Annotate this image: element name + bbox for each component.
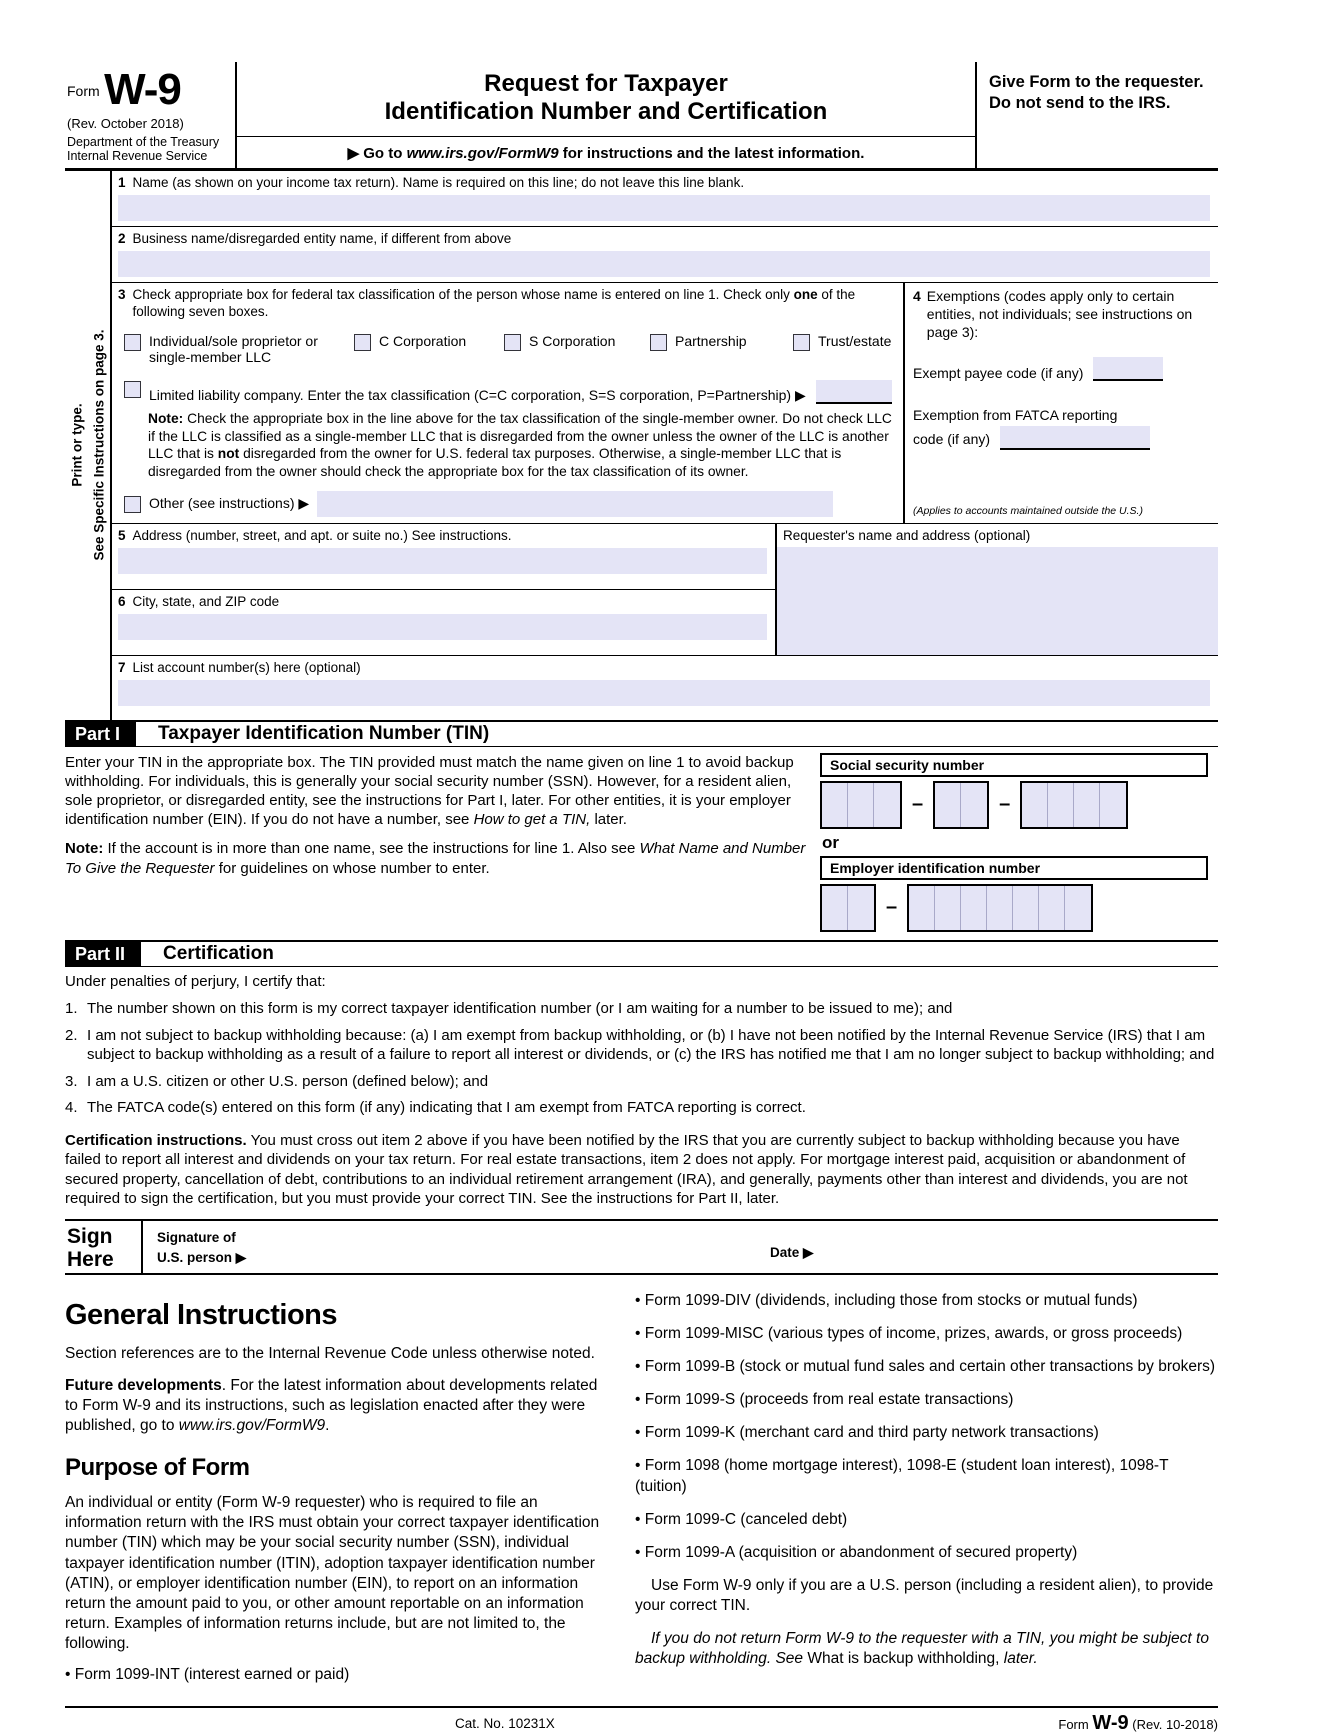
row-2-label: Business name/disregarded entity name, if different from above — [132, 230, 512, 246]
row-2-number: 2 — [118, 230, 126, 246]
form-number-line — [67, 65, 229, 114]
form-title: Request for Taxpayer Identification Number and Certification — [237, 62, 975, 137]
row-4-label: Exemptions (codes apply only to certain entities, not individuals; see instructions on page 3): — [926, 287, 1193, 341]
ein-group-2 — [907, 884, 1093, 932]
llc-note: Note: Check the appropriate box in the line above for the tax classification of the single-member owner. Do not check LLC if the LLC is classified as a single-member LLC that is disregarded from the owner unless the owner of the LLC is another LLC that is not disregarded from the owner for U.S. federal tax purposes. Otherwise, a single-member LLC that is disregarded from the owner should check the appropriate box for the tax classification of its owner. — [148, 411, 892, 480]
c-corporation-label: C Corporation — [379, 332, 467, 349]
form-rows — [112, 171, 1218, 720]
bullet-icon: • — [635, 1543, 641, 1561]
llc-checkbox[interactable] — [124, 381, 141, 398]
business-name-input[interactable] — [118, 251, 1210, 277]
trust-estate-checkbox[interactable] — [793, 334, 810, 351]
checkbox-item-c-corp — [354, 333, 504, 367]
ssn-digit-cell[interactable] — [848, 783, 874, 827]
ssn-label-box: Social security number — [820, 753, 1208, 777]
signature-section — [65, 1219, 1218, 1275]
ssn-digit-cell[interactable] — [1074, 783, 1100, 827]
side-strip-text: Print or type. See Specific Instructions on page 3. — [68, 329, 106, 561]
side-strip — [65, 171, 112, 720]
part1-title: Taxpayer Identification Number (TIN) — [158, 722, 490, 744]
ein-digit-cell[interactable] — [1013, 886, 1039, 930]
row-5-number: 5 — [118, 527, 126, 543]
ein-digit-cell[interactable] — [909, 886, 935, 930]
bullet-item: • Form 1099-B (stock or mutual fund sales and certain other transactions by brokers) — [635, 1358, 1216, 1375]
part1-body — [65, 747, 1218, 940]
footer-form-id: Form W-9 (Rev. 10-2018) — [1058, 1712, 1218, 1735]
bullet-item: • Form 1099-K (merchant card and third party network transactions) — [635, 1424, 1099, 1442]
address-input[interactable] — [118, 548, 767, 574]
certification-intro: Under penalties of perjury, I certify that: — [65, 972, 326, 990]
part1-paragraph: Enter your TIN in the appropriate box. The TIN provided must match the name given on line 1 to avoid backup withholding. For individuals, this is generally your social security number (SSN). However, for a resident alien, sole proprietor, or disregarded entity, see the instructions for Part I, later. For other entities, it is your employer identification number (EIN). If you do not have a number, see How to get a TIN, later. — [65, 753, 794, 829]
row-2-business-name — [112, 227, 1218, 283]
bullet-icon: • — [635, 1324, 641, 1342]
ein-digit-cell[interactable] — [1039, 886, 1065, 930]
backup-withholding-paragraph: If you do not return Form W-9 to the requester with a TIN, you might be subject to backup withholding. See What is backup withholding, later. — [635, 1630, 1209, 1668]
account-numbers-input[interactable] — [118, 680, 1210, 706]
ein-digit-cell[interactable] — [822, 886, 848, 930]
bullet-item: • Form 1099-A (acquisition or abandonment of secured property) — [635, 1543, 1078, 1561]
purpose-of-form-heading: Purpose of Form — [65, 1453, 250, 1481]
future-developments-paragraph: Future developments. For the latest information about developments related to Form W-9 and its instructions, such as legislation enacted after they were published, go to www.irs.gov/FormW9. — [65, 1376, 598, 1434]
certification-item: 1. The number shown on this form is my correct taxpayer identification number (or I am waiting for a number to be issued to me); and — [65, 1000, 953, 1018]
ein-digit-cell[interactable] — [935, 886, 961, 930]
ssn-digit-cell[interactable] — [1048, 783, 1074, 827]
ein-digit-cell[interactable] — [961, 886, 987, 930]
ein-digit-cell[interactable] — [848, 886, 874, 930]
ein-group-1 — [820, 884, 876, 932]
form-word: Form — [67, 83, 100, 99]
part2-badge: Part II — [65, 942, 141, 966]
give-form-notice: Give Form to the requester. Do not send to the IRS. — [975, 62, 1218, 168]
bullet-item: • Form 1099-C (canceled debt) — [635, 1510, 848, 1528]
purpose-paragraph: An individual or entity (Form W-9 requester) who is required to file an information return with the IRS must obtain your correct taxpayer identification number (TIN) which may be your social security number (SSN), individual taxpayer identification number (ITIN), adoption taxpayer identification number (ATIN), or employer identification number (EIN), to report on an information return the amount paid to you, or other amount reportable on an information return. Examples of information returns include, but are not limited to, the following. — [65, 1494, 600, 1653]
ssn-digit-cell[interactable] — [822, 783, 848, 827]
tin-entry-column — [820, 753, 1208, 936]
row-1-number: 1 — [118, 175, 126, 190]
certification-item: 3. I am a U.S. citizen or other U.S. person (defined below); and — [65, 1072, 489, 1090]
row-3-label: Check appropriate box for federal tax classification of the person whose name is entered on line 1. Check only one of the following seven boxes. — [132, 286, 856, 319]
ssn-group-1 — [820, 781, 902, 829]
or-label: or — [822, 832, 839, 852]
checkbox-item-trust-estate — [793, 333, 891, 367]
bullet-item: • Form 1098 (home mortgage interest), 1098-E (student loan interest), 1098-T (tuition) — [635, 1457, 1169, 1495]
requester-input[interactable] — [777, 547, 1218, 655]
name-input[interactable] — [118, 195, 1210, 221]
row-3-number: 3 — [118, 286, 126, 302]
row-7-account-numbers — [112, 656, 1218, 720]
other-checkbox[interactable] — [124, 496, 141, 513]
row-3-4-band — [112, 283, 1218, 524]
certification-instructions: Certification instructions. You must cross out item 2 above if you have been notified by the IRS that you are currently subject to backup withholding because you have failed to report all interest and dividends on your tax return. For real estate transactions, item 2 does not apply. For mortgage interest paid, acquisition or abandonment of secured property, cancellation of debt, contributions to an individual retirement arrangement (IRA), and generally, payments other than interest and dividends, you are not required to sign the certification, but you must provide your correct TIN. See the instructions for Part II, later. — [65, 1131, 1188, 1208]
form-number: W-9 — [104, 65, 181, 114]
row-6-number: 6 — [118, 593, 126, 609]
row-6-label: City, state, and ZIP code — [132, 593, 280, 609]
ssn-digit-cell[interactable] — [961, 783, 987, 827]
signature-input-area[interactable] — [143, 1221, 770, 1273]
row-6-city-state-zip — [112, 590, 775, 655]
ssn-dash: – — [912, 793, 924, 816]
goto-instructions-line: ▶ Go to www.irs.gov/FormW9 for instructions and the latest information. — [347, 145, 865, 162]
bullet-item: • Form 1099-INT (interest earned or paid) — [65, 1666, 350, 1684]
other-input[interactable] — [317, 491, 833, 517]
ein-digit-cell[interactable] — [1065, 886, 1091, 930]
signature-label: Signature of U.S. person ▶ — [157, 1229, 247, 1265]
fatca-applies-note: (Applies to accounts maintained outside the U.S.) — [913, 504, 1143, 517]
fatca-row — [913, 405, 1210, 450]
general-instructions-heading: General Instructions — [65, 1298, 338, 1331]
exempt-payee-code-input[interactable] — [1093, 357, 1163, 381]
ssn-digit-cell[interactable] — [874, 783, 900, 827]
bullet-icon: • — [635, 1510, 641, 1528]
sign-here-label: Sign Here — [67, 1224, 114, 1271]
checkbox-item-partnership — [650, 333, 793, 367]
form-title-block — [237, 62, 975, 168]
instructions-left-column — [65, 1291, 613, 1697]
exempt-payee-row — [913, 357, 1210, 381]
bullet-icon: • — [635, 1424, 641, 1442]
row-5-label: Address (number, street, and apt. or suite no.) See instructions. — [132, 527, 512, 543]
ssn-digit-cell[interactable] — [1100, 783, 1126, 827]
llc-row — [112, 380, 903, 404]
row-4-number: 4 — [913, 287, 921, 304]
requester-label: Requester's name and address (optional) — [783, 527, 1031, 543]
ein-digit-cell[interactable] — [987, 886, 1013, 930]
exempt-payee-label: Exempt payee code (if any) — [913, 365, 1084, 382]
bullet-icon: • — [65, 1666, 71, 1684]
fatca-label-line1: Exemption from FATCA reporting — [913, 407, 1118, 424]
bullet-icon: • — [635, 1391, 641, 1409]
partnership-checkbox[interactable] — [650, 334, 667, 351]
row-4-exemptions — [905, 283, 1218, 523]
date-label: Date ▶ — [770, 1244, 814, 1260]
row-7-label: List account number(s) here (optional) — [132, 659, 361, 675]
requester-box — [775, 524, 1218, 655]
ein-dash: – — [886, 896, 898, 919]
ssn-cells — [820, 781, 1208, 829]
ssn-digit-cell[interactable] — [1022, 783, 1048, 827]
classification-checkbox-row — [112, 333, 903, 367]
ein-label-box: Employer identification number — [820, 856, 1208, 880]
section-references-paragraph: Section references are to the Internal Revenue Code unless otherwise noted. — [65, 1345, 595, 1363]
checkbox-item-s-corp — [504, 333, 650, 367]
form-fields-section — [65, 168, 1218, 720]
general-instructions-section — [65, 1275, 1218, 1697]
row-5-address — [112, 524, 775, 590]
ssn-digit-cell[interactable] — [935, 783, 961, 827]
part1-note: Note: If the account is in more than one name, see the instructions for line 1. Also see What Name and Number To Give the Requester for guidelines on whose number to enter. — [65, 840, 806, 877]
trust-estate-label: Trust/estate — [818, 332, 892, 349]
part2-body — [65, 967, 1218, 1219]
instructions-right-column — [635, 1291, 1218, 1697]
catalog-number: Cat. No. 10231X — [455, 1716, 555, 1732]
irs-url: www.irs.gov/FormW9 — [406, 145, 559, 162]
certification-item: 2. I am not subject to backup withholding because: (a) I am exempt from backup withholding, or (b) I have not been notified by the Internal Revenue Service (IRS) that I am subject to backup withholding as a result of a failure to report all interest or dividends, or (c) the IRS has notified me that I am no longer subject to backup withholding; and — [65, 1026, 1215, 1064]
form-header — [65, 62, 1218, 168]
part1-badge: Part I — [65, 722, 136, 746]
part1-header — [65, 720, 1218, 747]
department-line: Department of the Treasury Internal Revenue Service — [67, 134, 220, 163]
row-1-name — [112, 171, 1218, 227]
ssn-dash: – — [999, 793, 1011, 816]
c-corporation-checkbox[interactable] — [354, 334, 371, 351]
part1-text — [65, 753, 820, 936]
page-footer — [65, 1706, 1218, 1736]
certification-item: 4. The FATCA code(s) entered on this form (if any) indicating that I am exempt from FATCA reporting is correct. — [65, 1099, 806, 1117]
fatca-code-input[interactable] — [1000, 426, 1150, 450]
form-revision: (Rev. October 2018) — [67, 115, 184, 131]
other-label: Other (see instructions) ▶ — [149, 495, 310, 512]
bullet-item: • Form 1099-MISC (various types of income, prizes, awards, or gross proceeds) — [635, 1324, 1183, 1342]
date-input-area[interactable] — [770, 1221, 1218, 1273]
s-corporation-label: S Corporation — [529, 332, 616, 349]
bullet-icon: • — [635, 1291, 641, 1309]
part2-title: Certification — [163, 942, 274, 964]
part2-header — [65, 940, 1218, 967]
other-row — [112, 491, 903, 517]
checkbox-item-individual — [124, 333, 354, 367]
individual-label: Individual/sole proprietor or single-member LLC — [149, 332, 318, 366]
form-id-block — [65, 62, 237, 168]
ein-cells — [820, 884, 1208, 932]
individual-checkbox[interactable] — [124, 334, 141, 351]
bullet-item: • Form 1099-S (proceeds from real estate transactions) — [635, 1391, 1014, 1409]
ssn-group-3 — [1020, 781, 1128, 829]
ssn-group-2 — [933, 781, 989, 829]
row-3-classification — [112, 283, 905, 523]
bullet-icon: • — [635, 1358, 641, 1375]
bullet-icon: • — [635, 1457, 641, 1475]
llc-label: Limited liability company. Enter the tax classification (C=C corporation, S=S corporation, P=Partnership) ▶ — [149, 387, 806, 404]
fatca-label-line2: code (if any) — [913, 431, 991, 448]
llc-classification-input[interactable] — [816, 380, 892, 404]
w9-form-sheet — [65, 62, 1218, 1736]
city-state-zip-input[interactable] — [118, 614, 767, 640]
partnership-label: Partnership — [675, 332, 747, 349]
row-1-label: Name (as shown on your income tax return). Name is required on this line; do not leave this line blank. — [132, 175, 745, 190]
use-form-paragraph: Use Form W-9 only if you are a U.S. person (including a resident alien), to provide your correct TIN. — [635, 1576, 1214, 1615]
footer-form-number: W-9 — [1092, 1712, 1129, 1735]
row-7-number: 7 — [118, 659, 126, 675]
s-corporation-checkbox[interactable] — [504, 334, 521, 351]
row-5-6-band — [112, 524, 1218, 656]
bullet-item: • Form 1099-DIV (dividends, including those from stocks or mutual funds) — [635, 1291, 1138, 1309]
